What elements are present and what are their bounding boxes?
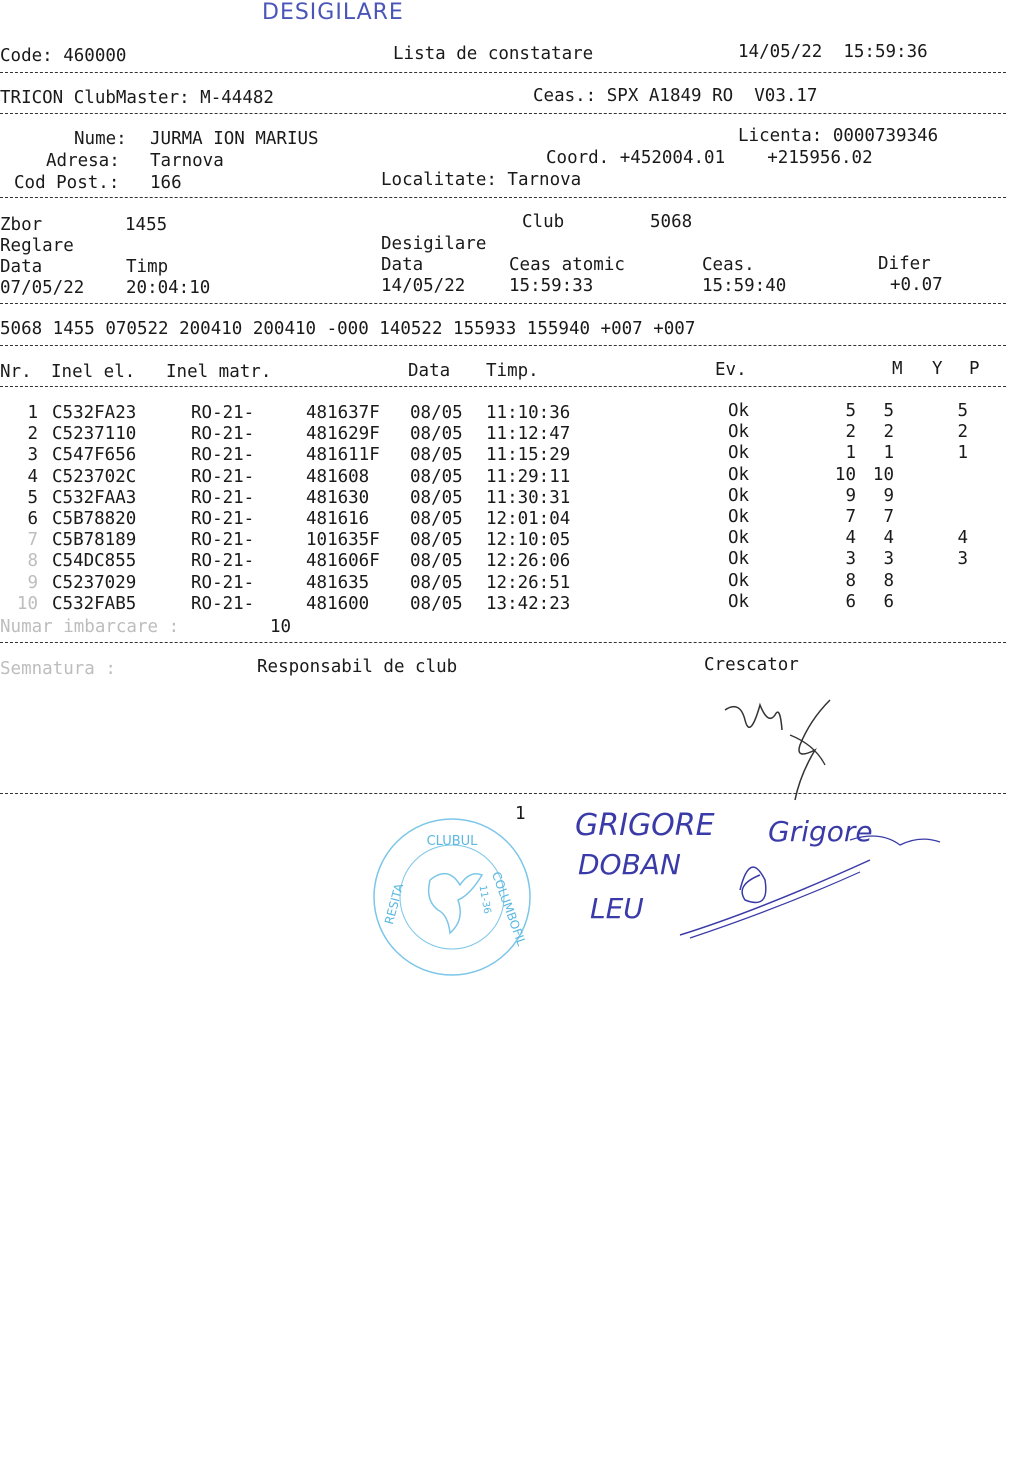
row-y: 7 (883, 507, 894, 527)
row-m: 10 (834, 465, 856, 485)
row-m: 3 (845, 549, 856, 569)
row-time: 11:10:36 (486, 403, 571, 423)
row-time: 12:01:04 (486, 509, 571, 529)
svg-text:COLUMBOFIL: COLUMBOFIL (488, 869, 529, 948)
row-prefix: RO-21- (191, 509, 255, 529)
row-time: 11:12:47 (486, 424, 571, 444)
row-time: 13:42:23 (486, 594, 571, 614)
row-nr: 1 (27, 403, 38, 423)
address-value: Tarnova (150, 151, 224, 171)
row-ev: Ok (728, 422, 750, 442)
row-date: 08/05 (410, 594, 463, 614)
divider (0, 197, 1006, 198)
row-inel-matr: 481616 (306, 509, 370, 529)
clock-time: 15:59:40 (702, 276, 787, 296)
code-line: 5068 1455 070522 200410 200410 -000 140522 155933 155940 +007 +007 (0, 319, 696, 339)
total-label: Numar imbarcare : (0, 617, 180, 637)
row-inel-el: C5B78189 (52, 530, 137, 550)
reglare-time: 20:04:10 (126, 278, 211, 298)
row-inel-matr: 481635 (306, 573, 370, 593)
row-m: 6 (845, 592, 856, 612)
blue-signature (670, 830, 950, 950)
row-m: 4 (845, 528, 856, 548)
row-inel-matr: 481606F (306, 551, 380, 571)
divider (0, 72, 1006, 73)
row-time: 12:10:05 (486, 530, 571, 550)
code-text: Code: 460000 (0, 46, 127, 66)
row-inel-el: C532FA23 (52, 403, 137, 423)
row-date: 08/05 (410, 403, 463, 423)
divider (0, 642, 1006, 643)
postal-label: Cod Post.: (14, 173, 120, 193)
row-ev: Ok (728, 486, 750, 506)
owner-name: JURMA ION MARIUS (150, 129, 319, 149)
row-inel-matr: 101635F (306, 530, 380, 550)
row-p: 3 (957, 549, 968, 569)
club-label: Club (522, 212, 565, 232)
breeder-signature (720, 690, 850, 810)
row-ev: Ok (728, 507, 750, 527)
divider (0, 345, 1006, 346)
device-text: TRICON ClubMaster: M-44482 (0, 88, 274, 108)
header-inel-el: Inel el. (51, 362, 136, 382)
row-inel-el: C547F656 (52, 445, 137, 465)
name-label: Nume: (74, 129, 127, 149)
difer-label: Difer (878, 254, 931, 274)
header-data: Data (408, 361, 451, 381)
row-date: 08/05 (410, 445, 463, 465)
row-inel-el: C54DC855 (52, 551, 137, 571)
row-date: 08/05 (410, 551, 463, 571)
handwritten-name-4: Grigore (768, 815, 873, 848)
row-prefix: RO-21- (191, 594, 255, 614)
row-date: 08/05 (410, 530, 463, 550)
row-p: 1 (957, 443, 968, 463)
row-ev: Ok (728, 549, 750, 569)
handwritten-name-2: DOBAN (578, 848, 681, 881)
row-prefix: RO-21- (191, 445, 255, 465)
row-time: 12:26:51 (486, 573, 571, 593)
row-date: 08/05 (410, 424, 463, 444)
row-y: 2 (883, 422, 894, 442)
row-time: 12:26:06 (486, 551, 571, 571)
license-text: Licenta: 0000739346 (738, 126, 939, 146)
club-stamp (370, 815, 535, 980)
row-inel-el: C5237029 (52, 573, 137, 593)
address-label: Adresa: (46, 151, 120, 171)
divider (0, 113, 1006, 114)
header-y: Y (932, 359, 943, 379)
row-inel-matr: 481600 (306, 594, 370, 614)
desigilare-label: Desigilare (381, 234, 487, 254)
ceas-label: Ceas. (702, 255, 755, 275)
row-date: 08/05 (410, 488, 463, 508)
header-m: M (892, 359, 903, 379)
timp-label: Timp (126, 257, 169, 277)
row-time: 11:29:11 (486, 467, 571, 487)
row-nr: 7 (27, 530, 38, 550)
row-inel-matr: 481630 (306, 488, 370, 508)
svg-text:RESITA: RESITA (381, 882, 407, 926)
data-label: Data (0, 257, 43, 277)
row-m: 2 (845, 422, 856, 442)
row-inel-el: C532FAA3 (52, 488, 137, 508)
page-number: 1 (515, 804, 526, 824)
reglare-date: 07/05/22 (0, 278, 85, 298)
svg-text:11-36: 11-36 (476, 884, 493, 915)
header-datetime: 14/05/22 15:59:36 (738, 42, 928, 62)
row-time: 11:30:31 (486, 488, 571, 508)
ceas-atomic-label: Ceas atomic (509, 255, 625, 275)
row-nr: 9 (27, 573, 38, 593)
row-m: 8 (845, 571, 856, 591)
data2-label: Data (381, 255, 424, 275)
divider (0, 793, 1006, 794)
coord-text: Coord. +452004.01 +215956.02 (546, 148, 873, 168)
row-inel-el: C5237110 (52, 424, 137, 444)
row-m: 7 (845, 507, 856, 527)
row-prefix: RO-21- (191, 488, 255, 508)
row-inel-matr: 481608 (306, 467, 370, 487)
desigilare-date: 14/05/22 (381, 276, 466, 296)
row-y: 3 (883, 549, 894, 569)
row-y: 5 (883, 401, 894, 421)
row-prefix: RO-21- (191, 403, 255, 423)
row-m: 5 (845, 401, 856, 421)
row-p: 5 (957, 401, 968, 421)
row-nr: 4 (27, 467, 38, 487)
row-ev: Ok (728, 465, 750, 485)
reglare-label: Reglare (0, 236, 74, 256)
handwritten-title: DESIGILARE (262, 0, 404, 25)
difference-value: +0.07 (890, 275, 943, 295)
row-inel-el: C523702C (52, 467, 137, 487)
header-p: P (969, 359, 980, 379)
row-nr: 10 (16, 594, 38, 614)
row-prefix: RO-21- (191, 573, 255, 593)
clock-text: Ceas.: SPX A1849 RO V03.17 (533, 86, 818, 106)
row-inel-matr: 481637F (306, 403, 380, 423)
row-inel-el: C532FAB5 (52, 594, 137, 614)
responsible-label: Responsabil de club (257, 657, 458, 677)
row-prefix: RO-21- (191, 424, 255, 444)
row-y: 1 (883, 443, 894, 463)
row-prefix: RO-21- (191, 530, 255, 550)
row-m: 9 (845, 486, 856, 506)
row-m: 1 (845, 443, 856, 463)
row-y: 6 (883, 592, 894, 612)
row-date: 08/05 (410, 467, 463, 487)
row-y: 9 (883, 486, 894, 506)
zbor-label: Zbor (0, 215, 43, 235)
row-inel-matr: 481629F (306, 424, 380, 444)
row-ev: Ok (728, 592, 750, 612)
header-timp: Timp. (486, 361, 539, 381)
row-ev: Ok (728, 571, 750, 591)
signature-label: Semnatura : (0, 659, 116, 679)
document-title: Lista de constatare (393, 44, 594, 64)
row-p: 4 (957, 528, 968, 548)
row-nr: 2 (27, 424, 38, 444)
row-inel-el: C5B78820 (52, 509, 137, 529)
row-date: 08/05 (410, 509, 463, 529)
header-nr: Nr. (0, 362, 32, 382)
row-nr: 3 (27, 445, 38, 465)
zbor-value: 1455 (125, 215, 168, 235)
row-y: 8 (883, 571, 894, 591)
svg-text:CLUBUL: CLUBUL (426, 834, 478, 849)
handwritten-name-1: GRIGORE (575, 808, 715, 843)
row-prefix: RO-21- (191, 467, 255, 487)
row-p: 2 (957, 422, 968, 442)
row-nr: 6 (27, 509, 38, 529)
divider (0, 386, 1006, 387)
row-prefix: RO-21- (191, 551, 255, 571)
postal-value: 166 (150, 173, 182, 193)
row-y: 10 (872, 465, 894, 485)
total-value: 10 (270, 617, 292, 637)
row-ev: Ok (728, 443, 750, 463)
club-value: 5068 (650, 212, 693, 232)
row-date: 08/05 (410, 573, 463, 593)
row-nr: 8 (27, 551, 38, 571)
row-ev: Ok (728, 528, 750, 548)
row-inel-matr: 481611F (306, 445, 380, 465)
breeder-label: Crescator (704, 655, 799, 675)
atomic-time: 15:59:33 (509, 276, 594, 296)
row-time: 11:15:29 (486, 445, 571, 465)
locality-text: Localitate: Tarnova (381, 170, 582, 190)
header-ev: Ev. (715, 360, 747, 380)
divider (0, 303, 1006, 304)
row-ev: Ok (728, 401, 750, 421)
row-y: 4 (883, 528, 894, 548)
row-nr: 5 (27, 488, 38, 508)
header-inel-matr: Inel matr. (166, 362, 272, 382)
handwritten-name-3: LEU (590, 892, 644, 925)
